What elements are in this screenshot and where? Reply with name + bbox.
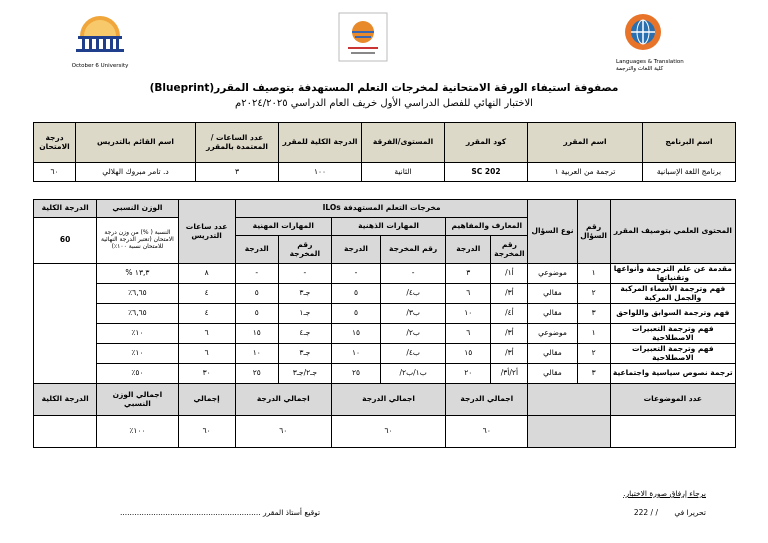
faculty-logo <box>338 12 388 66</box>
row-k-code: أ٤/ <box>491 304 528 324</box>
row-question: ٣ <box>577 304 610 324</box>
row-m-code: - <box>381 264 446 284</box>
row-p-code: جـ١ <box>278 304 331 324</box>
row-hours: ٦ <box>178 324 235 344</box>
row-hours: ٤ <box>178 304 235 324</box>
header-m-code: رقم المخرجة <box>381 236 446 264</box>
row-weight: ٦,٦٥٪ <box>97 304 178 324</box>
value-course-name: ترجمة من العربية ١ <box>528 163 643 182</box>
header-question-type: نوع السؤال <box>528 200 577 264</box>
hours-total-value: ٦٠ <box>178 416 235 448</box>
row-hours: ٤ <box>178 284 235 304</box>
row-m-code: ب١/ب٢/ <box>381 364 446 384</box>
row-m-grade: - <box>331 264 380 284</box>
attach-note: برجاء إرفاق صورة الاختبار. <box>623 489 706 498</box>
page-title: مصفوفة استيفاء الورقة الامتحانية لمخرجات التعلم المستهدفة بتوصيف المقرر(Blueprint) <box>149 82 619 94</box>
table-row <box>34 284 736 304</box>
row-m-code: ب٤/ <box>381 284 446 304</box>
m-total-value: ٦٠ <box>331 416 445 448</box>
row-content: فهم وترجمة السوابق واللواحق <box>610 304 735 324</box>
row-m-code: ب٣/ <box>381 304 446 324</box>
row-m-grade: ٥ <box>331 304 380 324</box>
footer-hours-total-label: إجمالي <box>178 384 235 416</box>
row-k-code: أ٣/ <box>491 344 528 364</box>
row-type: مقالي <box>528 344 577 364</box>
row-question: ٢ <box>577 284 610 304</box>
header-program: اسم البرنامج <box>643 123 736 163</box>
row-m-code: ب٤/ <box>381 344 446 364</box>
header-k-code: رقم المخرجة <box>491 236 528 264</box>
footer-spacer-2 <box>528 416 610 448</box>
header-course-code: كود المقرر <box>445 123 528 163</box>
row-k-grade: ١٥ <box>446 344 491 364</box>
row-k-grade: ٢٠ <box>446 364 491 384</box>
header-instructor: اسم القائم بالتدريس <box>76 123 196 163</box>
row-weight: ٦,٦٥٪ <box>97 284 178 304</box>
right-logo-caption-en: Languages & Translation <box>616 59 684 65</box>
header-m-grade: الدرجة <box>331 236 380 264</box>
blueprint-table <box>33 199 736 448</box>
october6-university-logo <box>62 12 138 69</box>
date-label-text: تحريرا في <box>674 508 706 517</box>
k-total-value: ٦٠ <box>446 416 528 448</box>
row-k-grade: ٣ <box>446 264 491 284</box>
row-k-code: أ١/ <box>491 264 528 284</box>
header-knowledge: المعارف والمفاهيم <box>446 218 528 236</box>
table-row <box>34 264 736 284</box>
globe-emblem-icon <box>616 12 670 54</box>
languages-translation-logo <box>616 12 684 72</box>
row-type: مقالي <box>528 284 577 304</box>
date-value: / / 222 <box>633 508 658 517</box>
row-type: مقالي <box>528 304 577 324</box>
header-ilos: مخرجات التعلم المستهدفة ILOs <box>235 200 528 218</box>
row-p-code: جـ٤ <box>278 324 331 344</box>
row-content: ترجمة نصوص سياسية واجتماعية <box>610 364 735 384</box>
row-weight: ١٠٪ <box>97 344 178 364</box>
header-p-grade: الدرجة <box>235 236 278 264</box>
university-emblem-icon <box>62 12 138 58</box>
row-k-code: أ٢/أ٣/ <box>491 364 528 384</box>
row-p-code: - <box>278 264 331 284</box>
header-relative-weight: الوزن النسبي <box>97 200 178 218</box>
total-grade-spacer <box>34 264 97 384</box>
row-weight: ١٠٪ <box>97 324 178 344</box>
header-content: المحتوى العلمي بتوصيف المقرر <box>610 200 735 264</box>
row-content: مقدمة عن علم الترجمة وأنواعها وتقنياتها <box>610 264 735 284</box>
row-hours: ٨ <box>178 264 235 284</box>
row-m-grade: ٢٥ <box>331 364 380 384</box>
value-credit-hours: ٣ <box>196 163 279 182</box>
topics-count-value <box>610 416 735 448</box>
row-p-grade: ٥ <box>235 304 278 324</box>
header-mental-skills: المهارات الذهنية <box>331 218 445 236</box>
row-type: مقالي <box>528 364 577 384</box>
row-m-grade: ١٥ <box>331 324 380 344</box>
row-content: فهم وترجمة الأسماء المركبة والجمل المركبة <box>610 284 735 304</box>
row-k-code: أ٣/ <box>491 284 528 304</box>
p-total-value: ٦٠ <box>235 416 331 448</box>
header-k-grade: الدرجة <box>446 236 491 264</box>
footer-m-total-label: اجمالي الدرجة <box>331 384 445 416</box>
right-logo-caption-ar: كلية اللغات والترجمة <box>616 66 664 72</box>
weight-total-value: ١٠٠٪ <box>97 416 178 448</box>
left-logo-caption: October 6 University <box>71 63 129 69</box>
row-m-grade: ١٠ <box>331 344 380 364</box>
row-hours: ٦ <box>178 344 235 364</box>
row-k-code: أ٣/ <box>491 324 528 344</box>
header-professional-skills: المهارات المهنية <box>235 218 331 236</box>
row-k-grade: ٦ <box>446 324 491 344</box>
row-type: موضوعي <box>528 324 577 344</box>
footer-grade-total-label: الدرجة الكلية <box>34 384 97 416</box>
table-row <box>34 364 736 384</box>
header-exam-grade: درجة الامتحان <box>34 123 76 163</box>
footer-p-total-label: اجمالي الدرجة <box>235 384 331 416</box>
table-row <box>34 344 736 364</box>
row-p-grade: ٥ <box>235 284 278 304</box>
footer-weight-total-label: اجمالي الوزن النسبي <box>97 384 178 416</box>
row-k-grade: ٦ <box>446 284 491 304</box>
row-p-code: جـ٣ <box>278 344 331 364</box>
course-info-table <box>33 122 736 182</box>
page-subtitle: الاختبار النهائي للفصل الدراسي الأول خريف العام الدراسي ٢٠٢٤/٢٠٢٥م <box>235 98 533 109</box>
header-total-grade: الدرجة الكلية <box>34 200 97 218</box>
row-question: ٢ <box>577 344 610 364</box>
value-instructor: د. تامر مبروك الهلالي <box>76 163 196 182</box>
row-m-code: ب٢/ <box>381 324 446 344</box>
table-row <box>34 304 736 324</box>
value-level: الثانية <box>362 163 445 182</box>
weight-note: النسبة ( %) من وزن درجة الامتحان (تعتبر الدرجة النهائية للامتحان نسبة ١٠٠٪) <box>97 218 178 264</box>
grade-total-value <box>34 416 97 448</box>
value-total-grade: ١٠٠ <box>279 163 362 182</box>
row-p-grade: - <box>235 264 278 284</box>
header-credit-hours: عدد الساعات /المعتمدة بالمقرر <box>196 123 279 163</box>
row-p-grade: ١٠ <box>235 344 278 364</box>
total-grade-value: 60 <box>34 218 97 264</box>
faculty-emblem-icon <box>338 12 388 62</box>
header-p-code: رقم المخرجة <box>278 236 331 264</box>
value-exam-grade: ٦٠ <box>34 163 76 182</box>
row-m-grade: ٥ <box>331 284 380 304</box>
header-level: المستوى/الفرقة <box>362 123 445 163</box>
value-program: برنامج اللغة الإسبانية <box>643 163 736 182</box>
row-p-grade: ١٥ <box>235 324 278 344</box>
table-row <box>34 324 736 344</box>
row-weight: ٥٠٪ <box>97 364 178 384</box>
row-k-grade: ١٠ <box>446 304 491 324</box>
header-course-name: اسم المقرر <box>528 123 643 163</box>
footer-k-total-label: اجمالي الدرجة <box>446 384 528 416</box>
row-type: موضوعي <box>528 264 577 284</box>
date-label <box>634 508 706 517</box>
row-p-grade: ٢٥ <box>235 364 278 384</box>
row-question: ١ <box>577 324 610 344</box>
row-p-code: جـ٣ <box>278 284 331 304</box>
row-weight: ١٣,٣ % <box>97 264 178 284</box>
row-hours: ٣٠ <box>178 364 235 384</box>
footer-topics-count: عدد الموضوعات <box>610 384 735 416</box>
signature-line: توقيع أستاذ المقرر ........................................................... <box>120 508 321 517</box>
row-question: ٣ <box>577 364 610 384</box>
row-question: ١ <box>577 264 610 284</box>
header-question-number: رقم السؤال <box>577 200 610 264</box>
value-course-code: SC 202 <box>445 163 528 182</box>
header-total-grade: الدرجة الكلية للمقرر <box>279 123 362 163</box>
row-content: فهم وترجمة التعبيرات الاصطلاحية <box>610 324 735 344</box>
row-p-code: جـ٢/جـ٣ <box>278 364 331 384</box>
footer-spacer <box>528 384 610 416</box>
row-content: فهم وترجمة التعبيرات الاصطلاحية <box>610 344 735 364</box>
header-teaching-hours: عدد ساعات التدريس <box>178 200 235 264</box>
